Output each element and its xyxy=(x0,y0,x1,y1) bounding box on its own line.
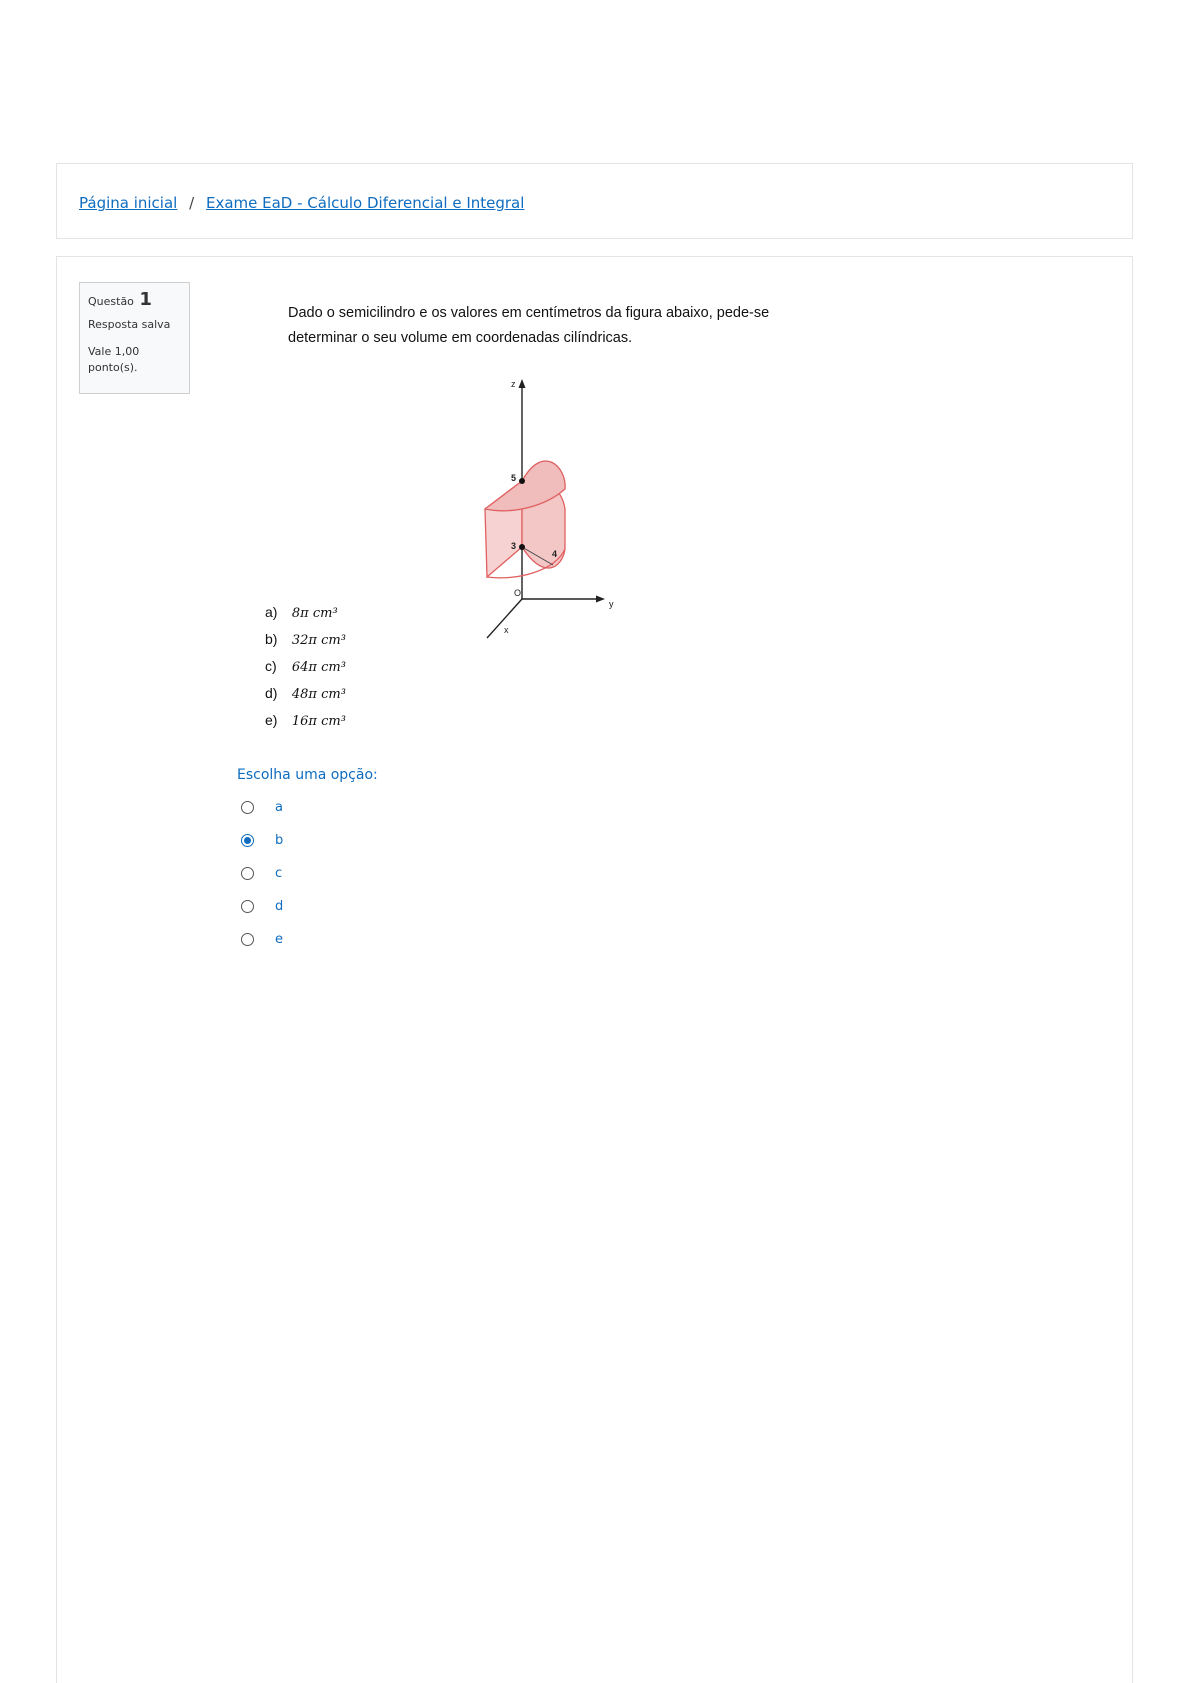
answer-radio-group xyxy=(241,791,283,956)
answer-label-d[interactable]: d xyxy=(275,899,284,914)
radio-a[interactable] xyxy=(241,801,254,814)
answer-choice-b[interactable] xyxy=(241,824,283,857)
breadcrumb-course-link[interactable]: Exame EaD - Cálculo Diferencial e Integral xyxy=(205,194,525,212)
breadcrumb-home-link[interactable]: Página inicial xyxy=(79,194,178,212)
answer-label-a[interactable]: a xyxy=(275,800,283,815)
option-value: 16π cm³ xyxy=(291,714,346,729)
answer-label-b[interactable]: b xyxy=(275,833,284,848)
answer-prompt: Escolha uma opção: xyxy=(237,767,378,783)
breadcrumb-card xyxy=(56,163,1133,239)
answer-choice-a[interactable] xyxy=(241,791,283,824)
semicylinder-figure xyxy=(427,357,677,635)
option-value: 8π cm³ xyxy=(291,606,338,621)
option-letter: e) xyxy=(265,712,278,728)
radio-b[interactable] xyxy=(241,834,254,847)
option-letter: a) xyxy=(265,604,278,620)
option-c xyxy=(265,653,346,680)
answer-choice-e[interactable] xyxy=(241,923,283,956)
radio-e[interactable] xyxy=(241,933,254,946)
answer-label-e[interactable]: e xyxy=(275,932,283,947)
origin-label: O xyxy=(514,588,522,598)
value-3-label: 3 xyxy=(511,541,517,551)
answer-label-c[interactable]: c xyxy=(275,866,283,881)
option-value: 32π cm³ xyxy=(291,633,346,648)
option-list xyxy=(265,599,346,734)
question-number: 1 xyxy=(139,289,152,310)
answer-choice-d[interactable] xyxy=(241,890,283,923)
option-letter: d) xyxy=(265,685,278,701)
x-axis-label: x xyxy=(504,625,509,635)
y-axis-arrow xyxy=(596,596,605,603)
breadcrumb xyxy=(79,194,524,212)
z-axis-label: z xyxy=(511,379,516,389)
option-value: 64π cm³ xyxy=(291,660,346,675)
question-number-line xyxy=(88,289,181,310)
option-d xyxy=(265,680,346,707)
option-a xyxy=(265,599,346,626)
radio-d[interactable] xyxy=(241,900,254,913)
z-axis-arrow xyxy=(519,379,526,388)
option-letter: b) xyxy=(265,631,278,647)
answer-choice-c[interactable] xyxy=(241,857,283,890)
question-state: Resposta salva xyxy=(88,318,171,331)
y-axis-label: y xyxy=(609,599,614,609)
point-3 xyxy=(519,544,525,550)
option-b xyxy=(265,626,346,653)
question-grade: Vale 1,00 ponto(s). xyxy=(88,345,140,374)
option-letter: c) xyxy=(265,658,277,674)
question-label: Questão xyxy=(88,295,134,308)
question-card xyxy=(56,256,1133,1683)
radio-c[interactable] xyxy=(241,867,254,880)
option-value: 48π cm³ xyxy=(291,687,346,702)
breadcrumb-separator: / xyxy=(189,194,195,212)
point-5 xyxy=(519,478,525,484)
question-text: Dado o semicilindro e os valores em centímetros da figura abaixo, pede-se determinar o seu volume em coordenadas cilíndricas. xyxy=(288,305,770,346)
option-e xyxy=(265,707,346,734)
value-5-label: 5 xyxy=(511,473,517,483)
value-4-label: 4 xyxy=(552,549,558,559)
question-info-box xyxy=(79,282,190,394)
